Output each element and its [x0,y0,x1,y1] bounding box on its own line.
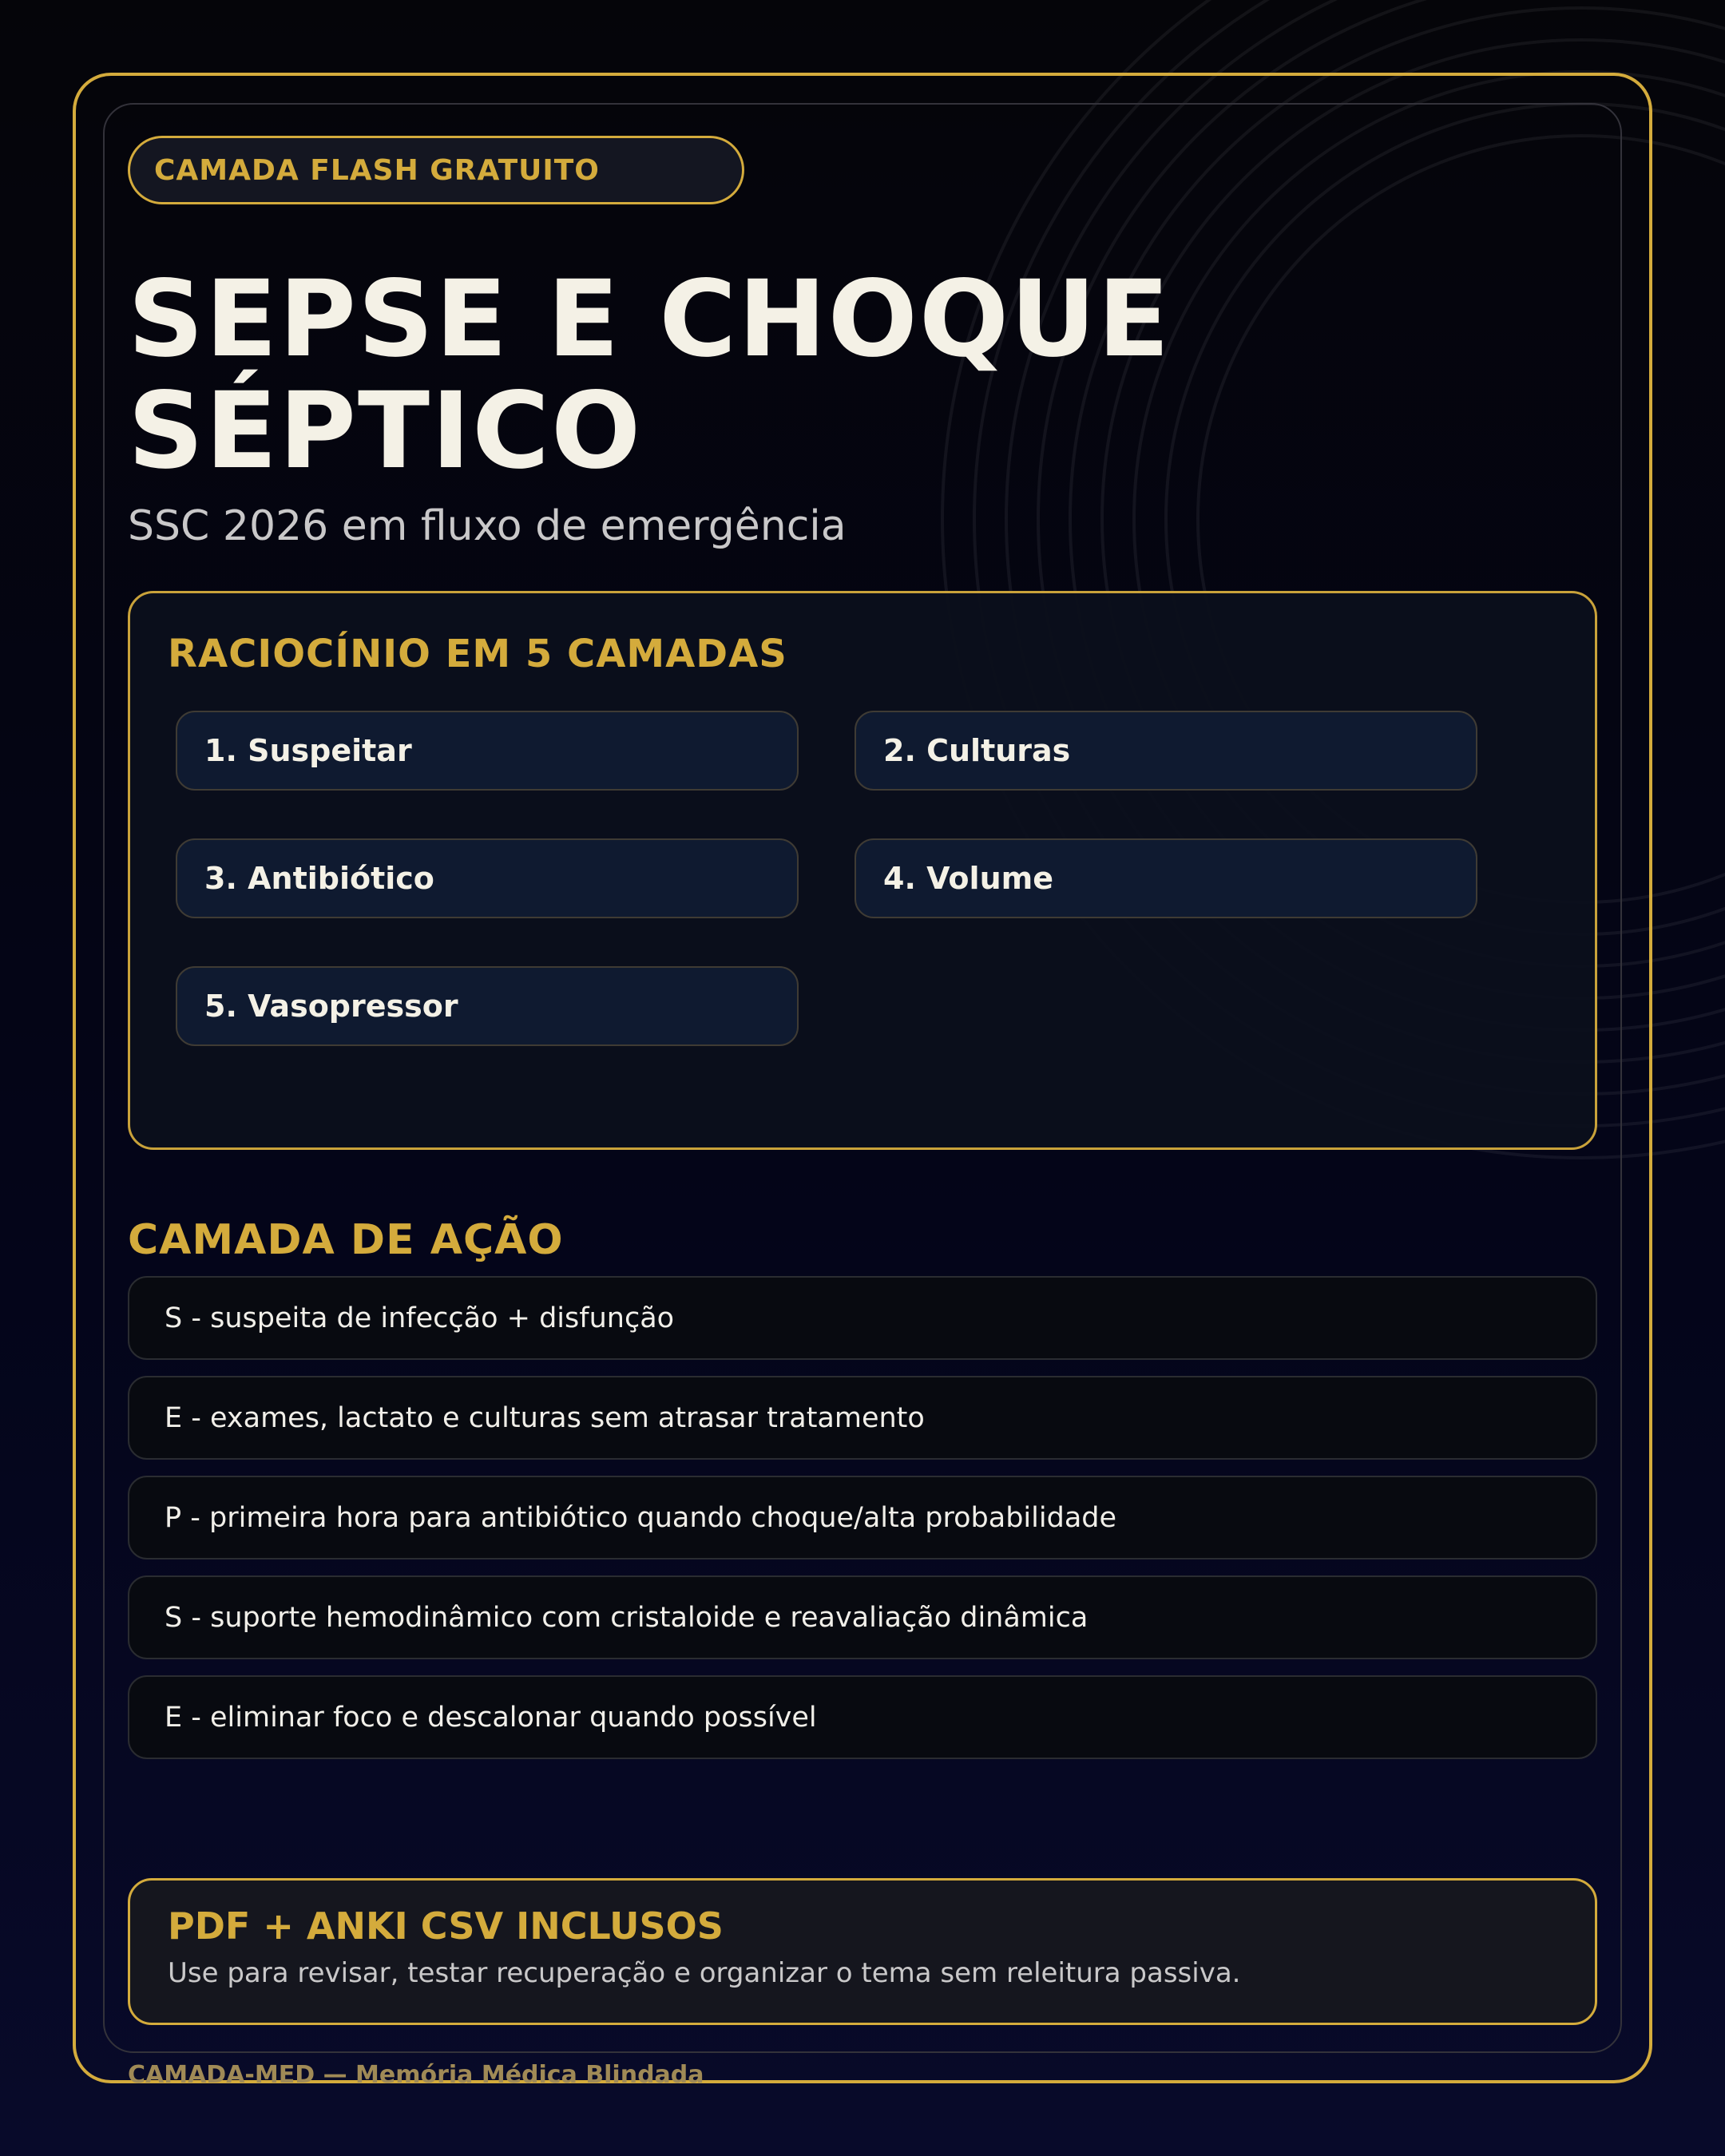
page-title-line-1: SEPSE E CHOQUE [128,258,1172,381]
reasoning-step-3: 3. Antibiótico [176,838,799,918]
reasoning-title: RACIOCÍNIO EM 5 CAMADAS [168,632,787,676]
page-title-line-2: SÉPTICO [128,370,643,493]
brand-signature: CAMADA-MED — Memória Médica Blindada [128,2061,704,2089]
action-item-1: S - suspeita de infecção + disfunção [128,1276,1597,1360]
footer-callout [128,1878,1597,2025]
action-item-5: E - eliminar foco e descalonar quando possível [128,1675,1597,1759]
reasoning-step-1: 1. Suspeitar [176,711,799,791]
page-title [128,258,1172,493]
reasoning-step-2: 2. Culturas [855,711,1477,791]
action-title: CAMADA DE AÇÃO [128,1216,564,1264]
action-item-4: S - suporte hemodinâmico com cristaloide e reavaliação dinâmica [128,1575,1597,1659]
footer-text: Use para revisar, testar recuperação e organizar o tema sem releitura passiva. [168,1957,1241,1989]
free-badge-label: CAMADA FLASH GRATUITO [154,153,600,187]
reasoning-step-4: 4. Volume [855,838,1477,918]
footer-title: PDF + ANKI CSV INCLUSOS [168,1904,724,1948]
action-item-2: E - exames, lactato e culturas sem atrasar tratamento [128,1376,1597,1460]
free-badge [128,136,744,204]
page-subtitle: SSC 2026 em fluxo de emergência [128,502,847,550]
reasoning-step-5: 5. Vasopressor [176,966,799,1046]
action-item-3: P - primeira hora para antibiótico quando choque/alta probabilidade [128,1476,1597,1560]
